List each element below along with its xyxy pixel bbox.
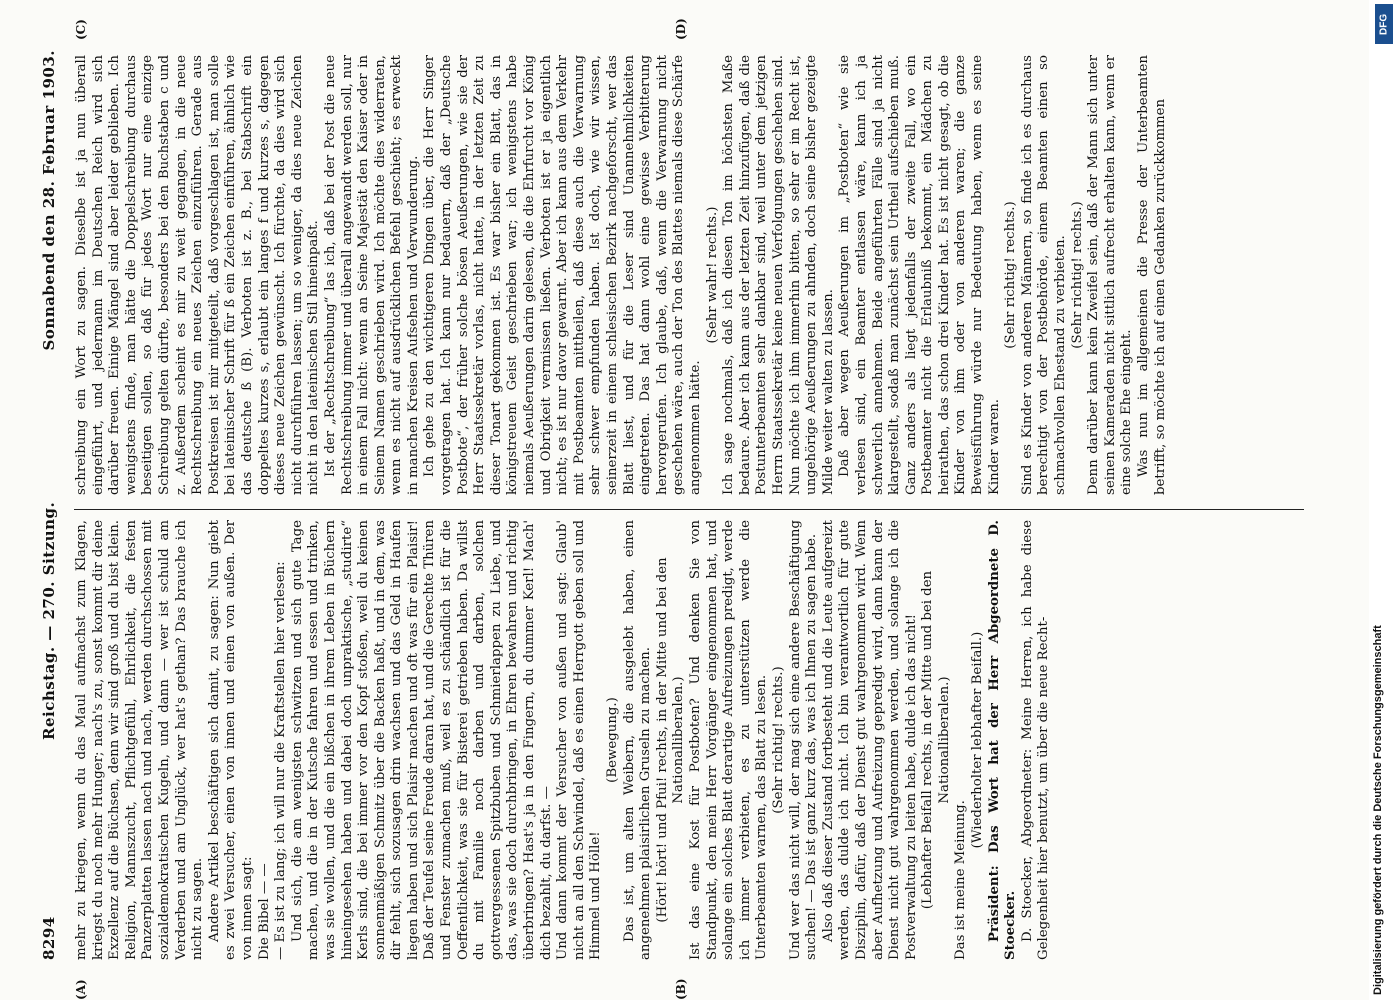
- paragraph: — Es ist zu lang; ich will nur die Kraftstellen hier verlesen:: [272, 561, 288, 960]
- paragraph: Denn darüber kann kein Zweifel sein, daß der Mann sich unter seinen Kameraden nicht sittlich aufrecht erhalten kann, wenn er eine solche Ehe eingeht.: [1085, 55, 1134, 495]
- interjection: (Wiederholter lebhafter Beifall.): [969, 631, 985, 849]
- page-number: 8294: [39, 916, 58, 960]
- paragraph: Und wer das nicht will, der mag sich eine andere Beschäftigung suchen! — Das ist ganz kurz das, was ich Ihnen zu sagen habe.: [787, 520, 819, 960]
- column-divider: [74, 509, 1304, 510]
- paragraph: Daß aber wegen Aeußerungen im „Postboten“ wie sie verlesen sind, ein Beamter entlassen wäre, kann ich ja schwerlich annehmen. Beide angeführten Fälle sind ja nicht klargestellt, sodaß man zunächst sein Urtheil aufschieben muß. Ganz anders als liegt jedenfalls der zweite Fall, wo ein Postbeamter nicht die Erlaubniß bekommt, ein Mädchen zu heirathen, das schon drei Kinder hat. Es ist nicht gesagt, ob die Kinder von ihm oder von anderen waren; die ganze Beweisführung würde nur Bedeutung haben, wenn es seine Kinder waren.: [836, 55, 1002, 495]
- interjection: (Lebhafter Beifall rechts, in der Mitte und bei den Nationalliberalen.): [919, 570, 952, 910]
- speaker-line: Präsident: Das Wort hat der Herr Abgeordnete D. Stoecker.: [986, 520, 1018, 960]
- paragraph: D. Stoecker, Abgeordneter: Meine Herren, ich habe diese Gelegenheit hier benutzt, um über die neue Recht-: [1019, 520, 1051, 960]
- interjection: (Sehr wahr! rechts.): [704, 206, 720, 344]
- interjection: (Bewegung.): [604, 697, 620, 783]
- paragraph: mehr zu kriegen, wenn du das Maul aufmachst zum Klagen, kriegst du noch mehr Hunger; nach's zu, sonst kommt dir deine Exzellenz auf die Büchsen, denn wir sind groß und du bist klein. Religion, Mannszucht, Pflichtgefühl, Ehrlichkeit, die festen Panzerplatten lassen nach und nach, werden durchschossen mit sozialdemokratischen Kugeln, und dann — wer ist schuld am Verderben und am Unglück, wer hat's gethan? Das brauche ich nicht zu sagen.: [73, 520, 205, 960]
- paragraph: Das ist, um alten Weibern, die ausgelebt haben, einen angenehmen plaisirlichen Gruseln zu machen.: [621, 520, 653, 960]
- interjection: (Sehr richtig! rechts.): [1002, 201, 1018, 349]
- paragraph: Die Bibel — —: [256, 863, 272, 960]
- margin-marker-c: (C): [73, 19, 88, 40]
- digitization-credit: Digitalisierung gefördert durch die Deutsche Forschungsgemeinschaft: [1372, 625, 1384, 995]
- paragraph: Also daß dieser Zustand fortbesteht und die Leute aufgereizt werden, das dulde ich nicht. Ich bin verantwortlich für gute Disziplin, dafür, daß der Dienst gut wahrgenommen wird. Wenn aber Aufhetzung und Aufreizung gepredigt wird, dann kann der Dienst nicht gut wahrgenommen werden, und solange ich die Postverwaltung zu leiten habe, dulde ich das nicht!: [820, 520, 919, 960]
- left-column: [74, 520, 1304, 960]
- interjection: (Sehr richtig! rechts.): [770, 666, 786, 814]
- page-header: [34, 40, 64, 960]
- right-column: [74, 55, 1304, 495]
- paragraph: Ist der „Rechtschreibung“ las ich, daß bei der Post die neue Rechtschreibung immer und überall angewandt werden soll, nur in einem Fall nicht: wenn an Seine Majestät den Kaiser oder in Seinem Namen geschrieben wird. Ich möchte dies widerraten, wenn es nicht auf ausdrücklichen Befehl geschieht; es erweckt in manchen Kreisen Aufsehen und Verwunderung.: [322, 55, 421, 495]
- session-title: Reichstag. — 270. Sitzung.: [39, 501, 58, 740]
- paragraph: schreibung ein Wort zu sagen. Dieselbe ist ja nun überall eingeführt, und jedermann im Deutschen Reich wird sich darüber freuen. Einige Mängel sind aber leider geblieben. Ich wenigstens finde, man hätte die Doppelschreibung durchaus beseitigen sollen, so daß für jedes Wort nur eine einzige Schreibung gelten dürfte, besonders bei den Buchstaben c und z. Außerdem scheint es mir zu weit gegangen, in die neue Rechtschreibung ein neues Zeichen einzuführen. Gerade aus Postkreisen ist mir mitgeteilt, daß vorgeschlagen ist, man solle bei lateinischer Schrift für ß ein Zeichen einführen, ähnlich wie das deutsche ß (B). Verboten ist z. B., bei Stabschrift ein doppeltes kurzes s, erlaubt ein langes f und kurzes s, dagegen dieses neue Zeichen gewünscht. Ich fürchte, da dies wird sich nicht durchführen lassen; um so weniger, da dies neue Zeichen nicht in den lateinischen Stil hineinpaßt.: [73, 55, 321, 495]
- document-page: [34, 18, 1324, 1000]
- margin-marker-d: (D): [673, 18, 688, 40]
- interjection: (Sehr richtig! rechts.): [1069, 201, 1085, 349]
- dfg-logo: DFG: [1375, 4, 1393, 44]
- session-date: Sonnabend den 28. Februar 1903.: [39, 50, 58, 351]
- interjection: (Hört! hört! und Pfui! rechts, in der Mitte und bei den Nationalliberalen.): [654, 557, 686, 923]
- paragraph: Und sich, die am wenigsten schwitzen und sich gute Tage machen, und die in der Kutsche fahren und essen und trinken, was sie wollen, und die ein bißchen in ihrem Leben in Büchern hineingesehen haben und dabei doch unpraktische, „studirte“ Kerls sind, die bei immer vor den Kopf stoßen, weil du keinen sonnenmäßigen Schmitz über die Backen haßt, und in dem, was dir fehlt, sich sozusagen drin wachsen und das Geld in Haufen liegen haben und sich Plaisir machen und oft was für ein Plaisir! Daß der Teufel seine Freude daran hat, und die Gerechte Thüren und Fenster zumachen muß, weil es zu schändlich ist für die Oeffentlichkeit, was sie für Bisterei getrieben haben. Da willst du mit Familie noch darben und darben, solchen gottvergessenen Spitzbuben und Schmierlappen zu Liebe, und das, was sie doch durchbringen, in Ehren bewahren und richtig überbringen? Hast's ja in den Fingern, du dummer Kerl! Mach' dich bezahlt, du darfst. —: [289, 520, 554, 960]
- paragraph: Das ist meine Meinung.: [952, 800, 968, 960]
- digitization-sidebar: [1369, 0, 1397, 1000]
- paragraph: Und dann kommt der Versucher von außen und sagt: Glaub' nicht an all den Schwindel, daß es einen Herrgott geben soll und Himmel und Hölle!: [554, 520, 603, 960]
- paragraph: Ich gehe zu den wichtigeren Dingen über, die Herr Singer vorgetragen hat. Ich kann nur bedauern, daß der „Deutsche Postbote“, der früher solche bösen Aeußerungen, wie sie der Herr Staatssekretär vorlas, nicht hatte, in der letzten Zeit zu dieser Tonart gekommen ist. Es war bisher ein Blatt, das in königstreuem Geist geschrieben war; ich wenigstens habe niemals Aeußerungen darin gelesen, die die Ehrfurcht vor König und Obrigkeit vermissen ließen. Verboten ist er ja eigentlich nicht; es ist nur davor gewarnt. Aber ich kann aus dem Verkehr mit Postbeamten mittheilen, daß diese auch die Verwarnung sehr schwer empfunden haben. Ist doch, wie wir wissen, seinerzeit in einem schlesischen Bezirk nachgeforscht, wer das Blatt liest, und für die Leser sind Unannehmlichkeiten eingetreten. Das hat dann wohl eine gewisse Verbitterung hervorgerufen. Ich glaube, daß, wenn die Verwarnung nicht geschehen wäre, auch der Ton des Blattes niemals diese Schärfe angenommen hätte.: [421, 55, 703, 495]
- margin-marker-a: (A): [73, 979, 88, 1000]
- paragraph: Was nun im allgemeinen die Presse der Unterbeamten betrifft, so möchte ich auf einen Gedanken zurückkommen: [1135, 55, 1168, 495]
- paragraph: Ich sage nochmals, daß ich diesen Ton im höchsten Maße bedaure. Aber ich kann aus der letzten Zeit hinzufügen, daß die Postunterbeamten sehr dankbar sind, weil unter dem jetzigen Herrn Staatssekretär keine neuen Verfolgungen geschehen sind. Nun möchte ich ihm immerhin bitten, so sehr er im Recht ist, ungehörige Aeußerungen zu ahnden, doch seine bisher gezeigte Milde weiter walten zu lassen.: [720, 55, 836, 495]
- paragraph: Andere Artikel beschäftigen sich damit, zu sagen: Nun giebt es zwei Versucher, einen von innen und einen von außen. Der von innen sagt:: [206, 520, 255, 960]
- paragraph: Ist das eine Kost für Postboten? Und denken Sie von Standpunkt, den mein Herr Vorgänger eingenommen hat, und solange ein solches Blatt derartige Aufreizungen predigt, werde ich immer verbieten, es zu unterstützen werde die Unterbeamten warnen, das Blatt zu lesen.: [687, 520, 769, 960]
- paragraph: Sind es Kinder von anderen Männern, so finde ich es durchaus berechtigt von der Postbehörde, einem Beamten einen so schmachvollen Ehestand zu verbieten.: [1019, 55, 1068, 495]
- margin-marker-b: (B): [673, 978, 688, 1000]
